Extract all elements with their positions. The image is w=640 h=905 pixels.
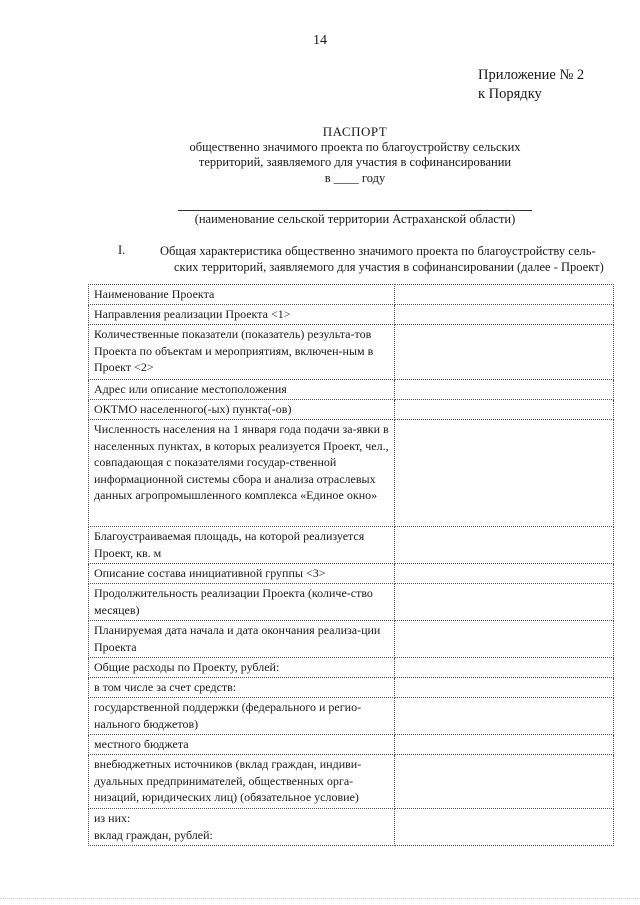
table-row xyxy=(89,658,614,678)
table-row xyxy=(89,420,614,527)
table-row xyxy=(89,325,614,380)
row-label: государственной поддержки (федерального и регио-нального бюджетов) xyxy=(89,698,395,735)
section-number: I. xyxy=(118,243,126,257)
row-label-line-1: из них: xyxy=(94,811,131,825)
row-label: Планируемая дата начала и дата окончания реализа-ции Проекта xyxy=(89,621,395,658)
row-value xyxy=(395,584,614,621)
row-label-line-2: вклад граждан, рублей: xyxy=(94,827,213,842)
table-row xyxy=(89,698,614,735)
row-value xyxy=(395,621,614,658)
title-line-1: общественно значимого проекта по благоустройству сельских xyxy=(189,139,521,154)
document-title xyxy=(140,124,570,186)
row-value xyxy=(395,809,614,846)
table-row xyxy=(89,380,614,400)
appendix-reference xyxy=(478,66,584,104)
row-label: Адрес или описание местоположения xyxy=(89,380,395,400)
row-value xyxy=(395,380,614,400)
table-row xyxy=(89,584,614,621)
appendix-line-2: к Порядку xyxy=(478,86,542,102)
table-row xyxy=(89,621,614,658)
section-heading-line-2: ских территорий, заявляемого для участия в софинансировании (далее - Проект) xyxy=(174,260,604,274)
table-row xyxy=(89,527,614,564)
row-value xyxy=(395,400,614,420)
row-label: Благоустраиваемая площадь, на которой реализуется Проект, кв. м xyxy=(89,527,395,564)
table-row xyxy=(89,678,614,698)
table-row xyxy=(89,564,614,584)
row-value xyxy=(395,325,614,380)
row-value xyxy=(395,678,614,698)
row-label: в том числе за счет средств: xyxy=(89,678,395,698)
row-value xyxy=(395,564,614,584)
table-row xyxy=(89,305,614,325)
appendix-line-1: Приложение № 2 xyxy=(478,67,585,83)
section-heading-line-1: Общая характеристика общественно значимого проекта по благоустройству сель- xyxy=(160,244,596,258)
row-label: Численность населения на 1 января года подачи за-явки в населенных пунктах, в которых реализуется Проект, чел., совпадающая с показателями государ-ственной информационной системы сбора и анализа отраслевых данных агропромышленного комплекса «Единое окно» xyxy=(89,420,395,527)
row-value xyxy=(395,285,614,305)
row-value xyxy=(395,735,614,755)
row-label xyxy=(89,809,395,846)
row-label: местного бюджета xyxy=(89,735,395,755)
page-bottom-edge xyxy=(0,898,640,899)
title-line-3: в ____ году xyxy=(324,170,386,185)
row-value xyxy=(395,755,614,809)
page-number: 14 xyxy=(313,33,327,48)
row-value xyxy=(395,527,614,564)
row-label: Продолжительность реализации Проекта (количе-ство месяцев) xyxy=(89,584,395,621)
row-value xyxy=(395,658,614,678)
row-label: Количественные показатели (показатель) результа-тов Проекта по объектам и мероприятиям, включен-ным в Проект <2> xyxy=(89,325,395,380)
territory-name-caption: (наименование сельской территории Астраханской области) xyxy=(194,212,516,226)
row-value xyxy=(395,305,614,325)
project-passport-table xyxy=(88,284,614,846)
table-row xyxy=(89,285,614,305)
table-row xyxy=(89,735,614,755)
row-label: Направления реализации Проекта <1> xyxy=(89,305,395,325)
table-row xyxy=(89,755,614,809)
row-label: Описание состава инициативной группы <3> xyxy=(89,564,395,584)
section-heading xyxy=(160,243,608,275)
title-line-2: территорий, заявляемого для участия в софинансировании xyxy=(198,155,512,169)
row-label: Наименование Проекта xyxy=(89,285,395,305)
row-value xyxy=(395,698,614,735)
row-label: внебюджетных источников (вклад граждан, индиви-дуальных предпринимателей, общественных орга-низаций, юридических лиц) (обязательное условие) xyxy=(89,755,395,809)
table-row xyxy=(89,400,614,420)
row-label: ОКТМО населенного(-ых) пункта(-ов) xyxy=(89,400,395,420)
title-heading: ПАСПОРТ xyxy=(322,124,388,139)
territory-name-line xyxy=(178,210,532,211)
row-label: Общие расходы по Проекту, рублей: xyxy=(89,658,395,678)
table-row xyxy=(89,809,614,846)
row-value xyxy=(395,420,614,527)
